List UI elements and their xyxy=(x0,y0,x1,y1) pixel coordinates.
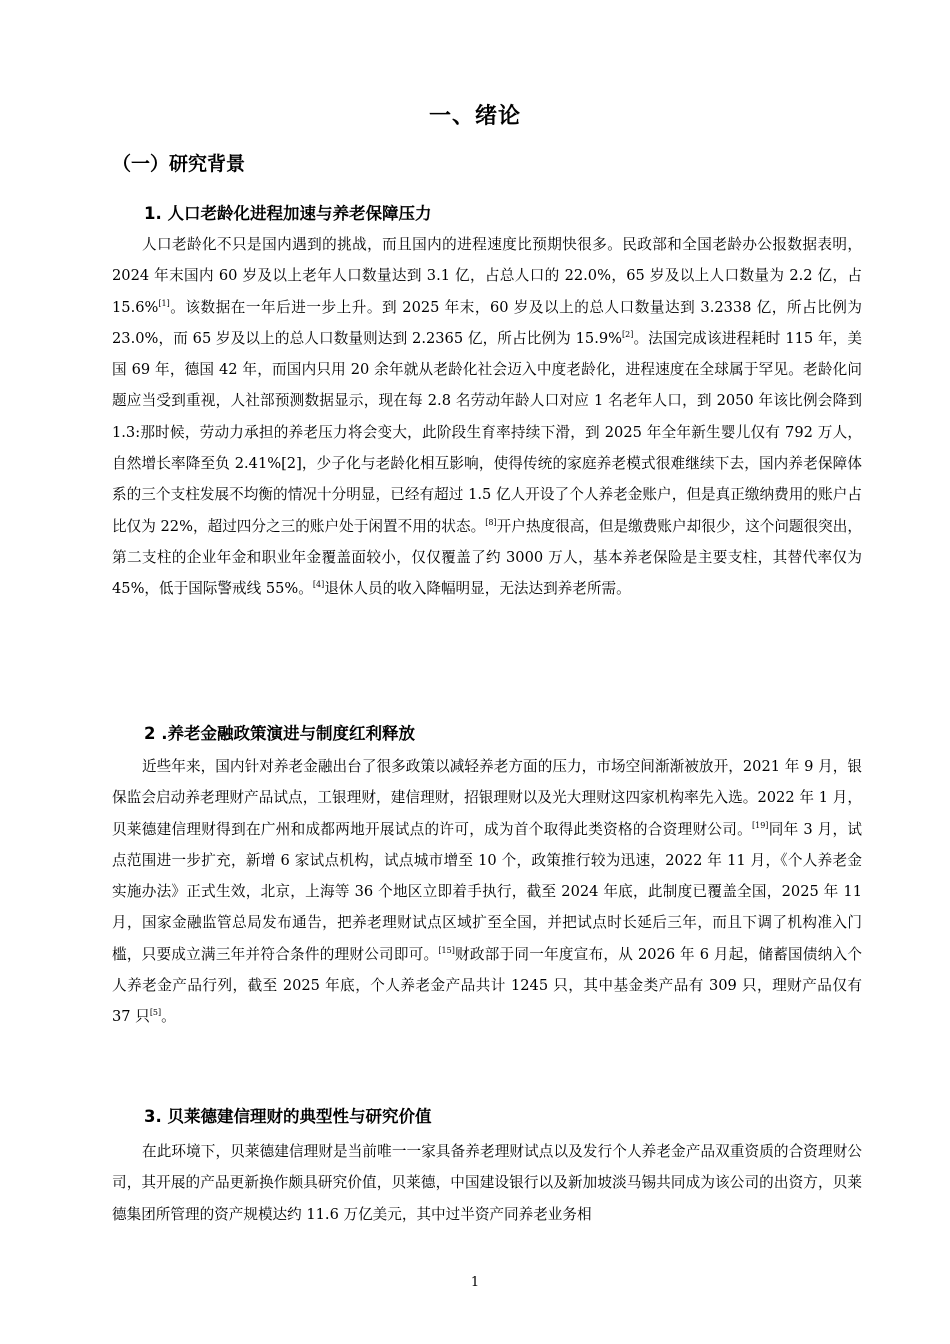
page-number: 1 xyxy=(470,1275,480,1290)
citation-mark: [5] xyxy=(149,1008,162,1018)
subsection-title-1: 1. 人口老龄化进程加速与养老保障压力 xyxy=(144,204,432,223)
section-title: （一）研究背景 xyxy=(112,153,246,175)
paragraph-text: 。 xyxy=(161,1008,176,1026)
paragraph-text: 。该数据在一年后进一步上升。到 2025 年末，60 岁及以上的总人口数量达到 3.2338 亿，所占比例为 23.0%，而 65 岁及以上的总人口数量则达到 2.2365 亿，所占比例为 15.9% xyxy=(112,298,862,347)
paragraph-text: 同年 3 月，试点范围进一步扩充，新增 6 家试点机构，试点城市增至 10 个，政策推行较为迅速，2022 年 11 月，《个人养老金实施办法》正式生效，北京，上海等 36 个地区立即着手执行，截至 2024 年底，此制度已覆盖全国，2025 年 11 月，国家金融监管总局发布通告，把养老理财试点区域扩至全国，并把试点时长延后三年，而且下调了机构准入门槛，只要成立满三年并符合条件的理财公司即可。 xyxy=(112,820,862,963)
paragraph-text: 在此环境下，贝莱德建信理财是当前唯一一家具备养老理财试点以及发行个人养老金产品双重资质的合资理财公司，其开展的产品更新换作颇具研究价值，贝莱德，中国建设银行以及新加坡淡马锡共同成为该公司的出资方，贝莱德集团所管理的资产规模达约 11.6 万亿美元，其中过半资产同养老业务相 xyxy=(112,1143,862,1223)
chapter-title: 一、绪论 xyxy=(428,104,521,129)
paragraph-text: 财政部于同一年度宣布，从 2026 年 6 月起，储蓄国债纳入个人养老金产品行列，截至 2025 年底，个人养老金产品共计 1245 只，其中基金类产品有 309 只，理财产品仅有 37 只 xyxy=(112,945,862,1026)
paragraph-text: 人口老龄化不只是国内遇到的挑战，而且国内的进程速度比预期快很多。民政部和全国老龄办公报数据表明，2024 年末国内 60 岁及以上老年人口数量达到 3.1 亿，占总人口的 22.0%，65 岁及以上人口数量为 2.2 亿，占 15.6% xyxy=(112,236,862,316)
subsection-title-3: 3. 贝莱德建信理财的典型性与研究价值 xyxy=(144,1107,432,1126)
citation-mark: [8] xyxy=(485,517,497,527)
paragraph-3 xyxy=(112,1136,862,1230)
citation-mark: [19] xyxy=(752,820,769,830)
citation-mark: [4] xyxy=(312,580,325,590)
citation-mark: [1] xyxy=(158,298,170,308)
paragraph-2 xyxy=(112,751,862,1033)
paragraph-1 xyxy=(112,229,862,605)
citation-mark: [2] xyxy=(621,329,634,339)
subsection-title-2: 2 .养老金融政策演进与制度红利释放 xyxy=(144,724,415,743)
paragraph-text: 近些年来，国内针对养老金融出台了很多政策以减轻养老方面的压力，市场空间渐渐被放开，2021 年 9 月，银保监会启动养老理财产品试点，工银理财，建信理财，招银理财以及光大理财这四家机构率先入选。2022 年 1 月，贝莱德建信理财得到在广州和成都两地开展试点的许可，成为首个取得此类资格的合资理财公司。 xyxy=(112,758,862,838)
paragraph-text: 开户热度很高，但是缴费账户却很少，这个问题很突出，第二支柱的企业年金和职业年金覆盖面较小，仅仅覆盖了约 3000 万人，基本养老保险是主要支柱，其替代率仅为 45%，低于国际警戒线 55%。 xyxy=(112,517,862,598)
paragraph-text: 。法国完成该进程耗时 115 年，美国 69 年，德国 42 年，而国内只用 20 余年就从老龄化社会迈入中度老龄化，进程速度在全球属于罕见。老龄化问题应当受到重视，人社部预测数据显示，现在每 2.8 名劳动年龄人口对应 1 名老年人口，到 2050 年该比例会降到 1.3:那时候，劳动力承担的养老压力将会变大，此阶段生育率持续下滑，到 2025 年全年新生婴儿仅有 792 万人，自然增长率降至负 2.41%[2]，少子化与老龄化相互影响，使得传统的家庭养老模式很难继续下去，国内养老保障体系的三个支柱发展不均衡的情况十分明显，已经有超过 1.5 亿人开设了个人养老金账户，但是真正缴纳费用的账户占比仅为 22%，超过四分之三的账户处于闲置不用的状态。 xyxy=(112,329,862,535)
citation-mark: [15] xyxy=(438,945,455,955)
paragraph-text: 退休人员的收入降幅明显，无法达到养老所需。 xyxy=(324,580,631,598)
